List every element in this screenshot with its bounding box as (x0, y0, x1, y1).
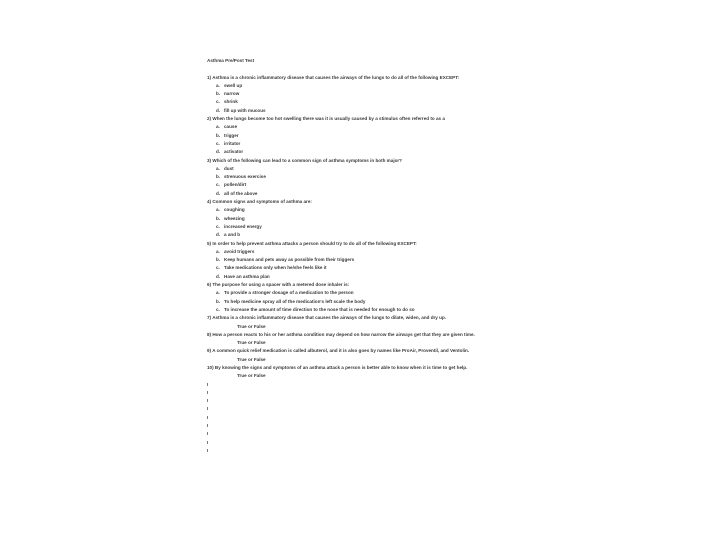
answer-option (207, 90, 527, 98)
question-block (207, 198, 527, 239)
answer-option (207, 289, 527, 297)
answer-option (207, 123, 527, 131)
blank-line (207, 65, 527, 73)
option-text: cause (224, 124, 238, 130)
true-false-answer: True or False (237, 340, 266, 346)
option-text: shrink (224, 99, 238, 105)
question-text: 8) How a person reacts to his or her asthma condition may depend on how narrow the airways get that they are given time. (207, 331, 475, 337)
option-text: Keep humans and pets away as possible from their triggers (224, 257, 355, 263)
true-false-answer: True or False (237, 323, 266, 329)
question-block (207, 240, 527, 281)
option-text: swell up (224, 82, 243, 88)
blank-line-mark: I (207, 423, 209, 429)
option-text: wheezing (224, 215, 245, 221)
question-block (207, 281, 527, 314)
option-text: To help medicine spray all of the medication's left scale the body (224, 298, 366, 304)
option-letter: c. (216, 223, 220, 229)
answer-option (207, 148, 527, 156)
answer-option (207, 181, 527, 189)
option-text: coughing (224, 207, 245, 213)
option-letter: b. (216, 91, 221, 97)
answer-option (207, 107, 527, 115)
question-text: 7) Asthma is a chronic inflammatory disease that causes the airways of the lungs to dilate, widen, and dry up. (207, 315, 447, 321)
option-letter: c. (216, 182, 220, 188)
true-false-answer: True or False (237, 356, 266, 362)
option-letter: a. (216, 290, 220, 296)
document-title: Asthma Pre/Post Test (207, 58, 255, 63)
option-letter: c. (216, 306, 220, 312)
answer-option (207, 165, 527, 173)
option-letter: a. (216, 248, 220, 254)
option-text: activator (224, 149, 244, 155)
option-letter: a. (216, 207, 220, 213)
option-text: pollen/dirt (224, 182, 247, 188)
option-letter: d. (216, 190, 221, 196)
question-block (207, 74, 527, 115)
option-letter: a. (216, 82, 220, 88)
question-text: 1) Asthma is a chronic inflammatory disease that causes the airways of the lungs to do all of the following EXCEPT: (207, 74, 460, 80)
answer-option (207, 256, 527, 264)
option-letter: c. (216, 140, 220, 146)
option-letter: b. (216, 257, 221, 263)
option-letter: b. (216, 298, 221, 304)
option-text: trigger (224, 132, 239, 138)
true-false-answer: True or False (237, 373, 266, 379)
blank-line-mark: I (207, 406, 209, 412)
option-text: Have an asthma plan (224, 273, 270, 279)
option-letter: c. (216, 99, 220, 105)
answer-option (207, 82, 527, 90)
option-letter: b. (216, 132, 221, 138)
option-text: To provide a stronger dosage of a medication to the person (224, 290, 354, 296)
answer-option (207, 215, 527, 223)
blank-line-mark: I (207, 439, 209, 445)
question-text: 5) In order to help prevent asthma attacks a person should try to do all of the following EXCEPT: (207, 240, 417, 246)
option-text: dust (224, 165, 234, 171)
question-text: 4) Common signs and symptoms of asthma are: (207, 199, 312, 205)
multiple-choice-section (207, 74, 527, 315)
true-false-question (207, 314, 527, 331)
question-text: 3) Which of the following can lead to a common sign of asthma symptoms in both major? (207, 157, 402, 163)
trailing-marks (207, 381, 527, 456)
answer-option (207, 190, 527, 198)
blank-line-mark: I (207, 389, 209, 395)
answer-option (207, 298, 527, 306)
true-false-question (207, 331, 527, 348)
answer-option (207, 248, 527, 256)
test-document (207, 57, 527, 455)
true-false-question (207, 347, 527, 364)
option-text: increased energy (224, 223, 262, 229)
question-text: 10) By knowing the signs and symptoms of an asthma attack a person is better able to know when it is time to get help. (207, 364, 468, 370)
question-block (207, 115, 527, 156)
answer-option (207, 98, 527, 106)
answer-option (207, 273, 527, 281)
question-text: 9) A common quick relief medication is called albuterol, and it is also goes by names like ProAir, Proventil, and Ventolin. (207, 348, 470, 354)
option-text: avoid triggers (224, 248, 255, 254)
option-letter: c. (216, 265, 220, 271)
answer-option (207, 173, 527, 181)
answer-option (207, 140, 527, 148)
blank-line-mark: I (207, 414, 209, 420)
question-block (207, 157, 527, 198)
answer-option (207, 132, 527, 140)
option-text: a and b (224, 232, 241, 238)
option-letter: d. (216, 273, 221, 279)
true-false-question (207, 364, 527, 381)
option-text: To increase the amount of time direction to the nose that is needed for enough to do so (224, 306, 415, 312)
answer-option (207, 306, 527, 314)
question-text: 6) The purpose for using a spacer with a metered dose inhaler is: (207, 282, 350, 288)
blank-line-mark: I (207, 398, 209, 404)
answer-option (207, 223, 527, 231)
option-letter: b. (216, 215, 221, 221)
option-text: irritator (224, 140, 241, 146)
true-false-section (207, 314, 527, 380)
answer-option (207, 206, 527, 214)
blank-line-mark: I (207, 431, 209, 437)
option-letter: a. (216, 124, 220, 130)
blank-line-mark: I (207, 381, 209, 387)
question-text: 2) When the lungs become too hot swelling there was it is usually caused by a stimulus often referred to as a (207, 116, 445, 122)
answer-option (207, 264, 527, 272)
option-text: fill up with mucous (224, 107, 266, 113)
option-text: narrow (224, 91, 240, 97)
option-letter: d. (216, 232, 221, 238)
option-text: all of the above (224, 190, 258, 196)
blank-line-mark: I (207, 447, 209, 453)
option-letter: d. (216, 149, 221, 155)
option-letter: b. (216, 174, 221, 180)
option-letter: a. (216, 165, 220, 171)
option-text: strenuous exercise (224, 174, 266, 180)
option-text: Take medications only when he/she feels like it (224, 265, 327, 271)
answer-option (207, 231, 527, 239)
option-letter: d. (216, 107, 221, 113)
